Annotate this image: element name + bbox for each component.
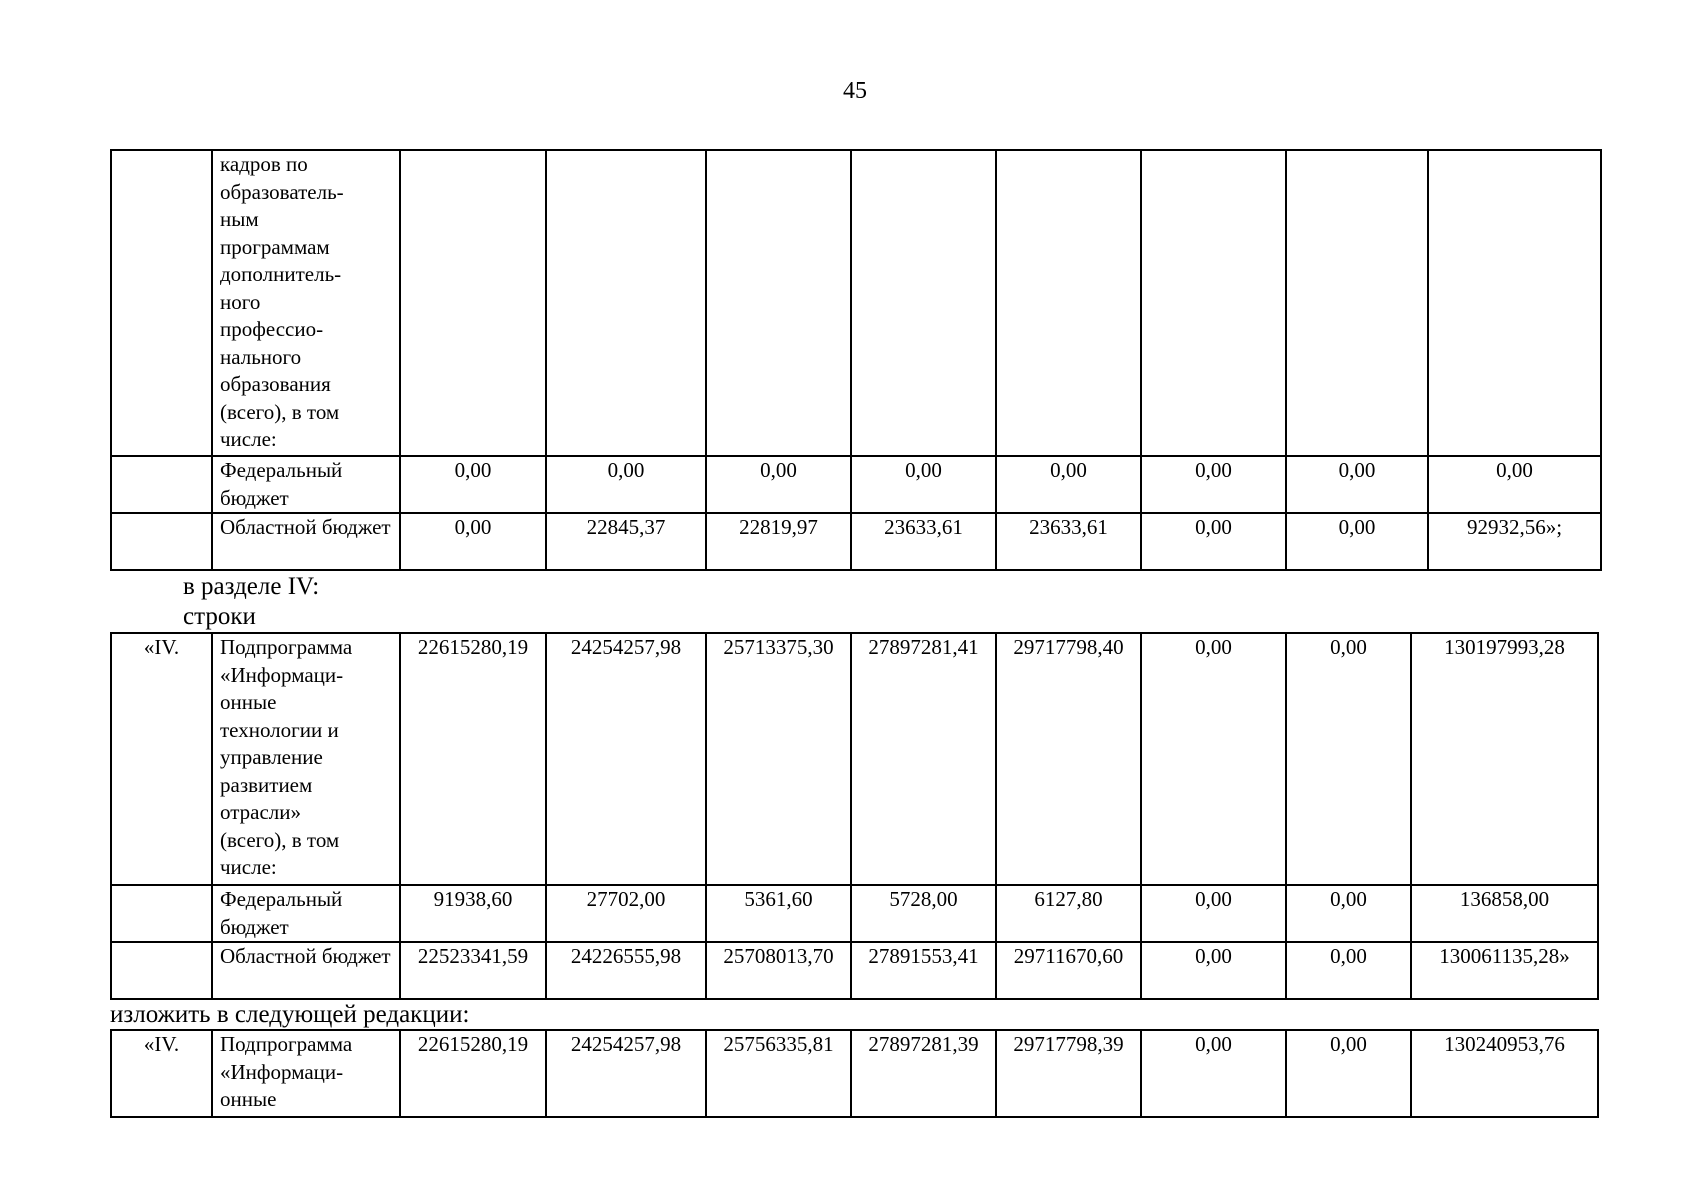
value-cell: 5361,60 [706, 885, 851, 942]
value-cell: 25708013,70 [706, 942, 851, 999]
program-name-cell [212, 150, 400, 456]
program-name-cell [212, 633, 400, 885]
table-row [111, 1030, 1598, 1117]
value-cell: 22523341,59 [400, 942, 546, 999]
value-cell: 0,00 [400, 456, 546, 513]
value-cell: 0,00 [546, 456, 706, 513]
value-cell: 25756335,81 [706, 1030, 851, 1117]
table-row [111, 633, 1598, 885]
name-line: управление [220, 745, 323, 769]
value-cell: 0,00 [996, 456, 1141, 513]
value-cell [706, 150, 851, 456]
value-cell: 22615280,19 [400, 633, 546, 885]
value-cell [1141, 150, 1286, 456]
value-cell [1428, 150, 1601, 456]
table-row [111, 885, 1598, 942]
table-row [111, 150, 1601, 456]
value-cell: 27702,00 [546, 885, 706, 942]
name-line: Подпрограмма [220, 1032, 353, 1056]
name-line: развитием [220, 772, 313, 797]
name-line: программам [220, 234, 330, 259]
value-cell: 27897281,39 [851, 1030, 996, 1117]
value-cell: 0,00 [1286, 633, 1411, 885]
name-line: ным [220, 207, 259, 231]
value-cell: 130240953,76 [1411, 1030, 1598, 1117]
name-line: Подпрограмма [220, 635, 353, 659]
name-line: ного [220, 289, 261, 314]
name-line: кадров по [220, 152, 308, 176]
table-row [111, 456, 1601, 513]
value-cell [996, 150, 1141, 456]
index-cell [111, 885, 212, 942]
value-cell: 29711670,60 [996, 942, 1141, 999]
value-cell: 92932,56»; [1428, 513, 1601, 570]
edit-instruction: изложить в следующей редакции: [110, 1001, 470, 1028]
name-line: образования [220, 372, 331, 396]
index-cell [111, 150, 212, 456]
value-cell: 27897281,41 [851, 633, 996, 885]
name-line: отрасли» [220, 800, 302, 824]
name-line: технологии и [220, 717, 339, 742]
name-line: «Информаци- [220, 662, 344, 687]
index-cell: «IV. [111, 1030, 212, 1117]
page-number: 45 [843, 78, 867, 104]
value-cell: 91938,60 [400, 885, 546, 942]
value-cell: 6127,80 [996, 885, 1141, 942]
index-cell [111, 456, 212, 513]
value-cell: 24254257,98 [546, 633, 706, 885]
value-cell: 22845,37 [546, 513, 706, 570]
value-cell: 0,00 [706, 456, 851, 513]
value-cell: 0,00 [400, 513, 546, 570]
value-cell: 5728,00 [851, 885, 996, 942]
budget-label-cell: Федеральный бюджет [212, 456, 400, 513]
value-cell: 0,00 [1286, 942, 1411, 999]
value-cell: 0,00 [1286, 456, 1428, 513]
value-cell: 136858,00 [1411, 885, 1598, 942]
name-line: «Информаци- [220, 1059, 344, 1084]
value-cell: 29717798,39 [996, 1030, 1141, 1117]
name-line: профессио- [220, 317, 324, 341]
program-name-cell [212, 1030, 400, 1117]
value-cell: 22615280,19 [400, 1030, 546, 1117]
section-heading: в разделе IV: [183, 573, 320, 600]
value-cell [400, 150, 546, 456]
value-cell: 24254257,98 [546, 1030, 706, 1117]
value-cell: 0,00 [1141, 1030, 1286, 1117]
name-line: онные [220, 1087, 277, 1111]
name-line: числе: [220, 855, 277, 879]
name-line: нального [220, 344, 302, 369]
value-cell [1286, 150, 1428, 456]
value-cell: 0,00 [1141, 456, 1286, 513]
value-cell: 0,00 [1141, 885, 1286, 942]
index-cell [111, 513, 212, 570]
budget-label-cell: Областной бюджет [212, 513, 400, 570]
rows-label: строки [183, 603, 256, 630]
value-cell [546, 150, 706, 456]
name-line: образователь- [220, 179, 344, 204]
budget-table-continuation [110, 149, 1602, 571]
value-cell: 27891553,41 [851, 942, 996, 999]
value-cell: 0,00 [1141, 513, 1286, 570]
value-cell: 22819,97 [706, 513, 851, 570]
value-cell: 23633,61 [996, 513, 1141, 570]
value-cell: 0,00 [1141, 633, 1286, 885]
index-cell: «IV. [111, 633, 212, 885]
value-cell: 0,00 [1286, 513, 1428, 570]
value-cell: 0,00 [851, 456, 996, 513]
value-cell: 29717798,40 [996, 633, 1141, 885]
budget-table-current [110, 632, 1599, 1000]
name-line: числе: [220, 427, 277, 451]
budget-label-cell: Федеральный бюджет [212, 885, 400, 942]
name-line: дополнитель- [220, 262, 342, 286]
budget-label-cell: Областной бюджет [212, 942, 400, 999]
value-cell: 130061135,28» [1411, 942, 1598, 999]
name-line: (всего), в том [220, 399, 340, 424]
value-cell: 0,00 [1286, 885, 1411, 942]
value-cell [851, 150, 996, 456]
index-cell [111, 942, 212, 999]
value-cell: 25713375,30 [706, 633, 851, 885]
value-cell: 0,00 [1286, 1030, 1411, 1117]
name-line: (всего), в том [220, 827, 340, 852]
table-row [111, 513, 1601, 570]
budget-table-new [110, 1029, 1599, 1118]
value-cell: 24226555,98 [546, 942, 706, 999]
value-cell: 23633,61 [851, 513, 996, 570]
value-cell: 0,00 [1428, 456, 1601, 513]
name-line: онные [220, 690, 277, 714]
value-cell: 0,00 [1141, 942, 1286, 999]
table-row [111, 942, 1598, 999]
value-cell: 130197993,28 [1411, 633, 1598, 885]
